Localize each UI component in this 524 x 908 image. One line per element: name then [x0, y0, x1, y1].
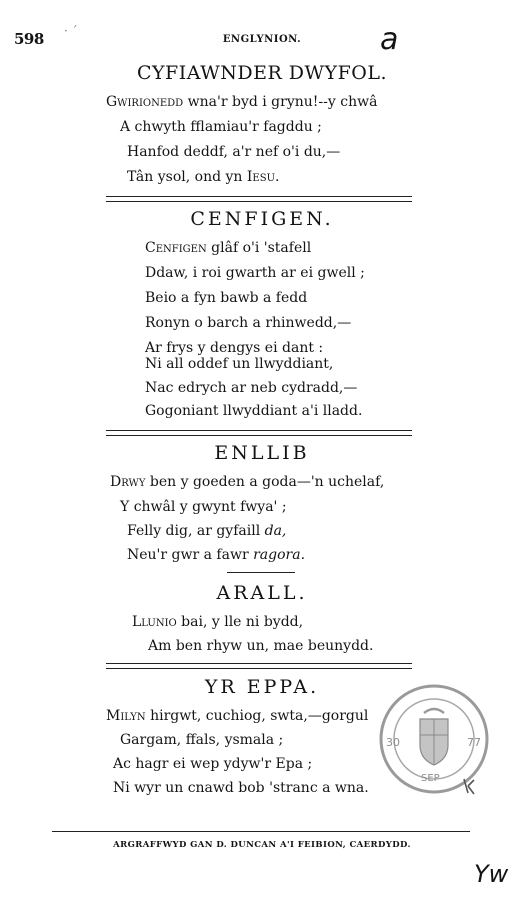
section-divider: [106, 196, 412, 202]
line-initial-word: Milyn: [106, 708, 146, 724]
section-title-cenfigen: CENFIGEN.: [190, 208, 334, 230]
poem-line: Drwy ben y goeden a goda—'n uchelaf,: [110, 474, 385, 490]
poem-line: Ni wyr un cnawd bob 'stranc a wna.: [113, 780, 369, 796]
poem-line: Ar frys y dengys ei dant :: [145, 340, 324, 356]
handwritten-note: Yw: [474, 860, 509, 888]
library-stamp: [378, 683, 490, 795]
running-head: ENGLYNION.: [222, 34, 302, 45]
poem-line: Gogoniant llwyddiant a'i lladd.: [145, 403, 363, 419]
poem-line: Am ben rhyw un, mae beunydd.: [148, 638, 374, 654]
stamp-month: SEP: [421, 773, 440, 784]
poem-line: Ddaw, i roi gwarth ar ei gwell ;: [145, 265, 365, 281]
poem-line: Nac edrych ar neb cydradd,—: [145, 380, 358, 396]
section-title-enllib: ENLLIB: [214, 442, 310, 464]
poem-line: Ronyn o barch a rhinwedd,—: [145, 315, 352, 331]
line-initial-word: Gwirionedd: [106, 94, 184, 110]
poem-line: A chwyth fflamiau'r fagddu ;: [120, 119, 322, 135]
printer-imprint: ARGRAFFWYD GAN D. DUNCAN A'I FEIBION, CAERDYDD.: [113, 840, 411, 850]
page-number: 598: [14, 30, 44, 48]
section-divider: [106, 663, 412, 669]
poem-line: Milyn hirgwt, cuchiog, swta,—gorgul: [106, 708, 369, 724]
section-title-cyfiawnder: CYFIAWNDER DWYFOL.: [136, 62, 388, 84]
handwritten-mark: a: [380, 22, 399, 57]
poem-line: Ni all oddef un llwyddiant,: [145, 356, 334, 372]
stamp-day: 30: [386, 736, 400, 749]
poem-line: Gwirionedd wna'r byd i grynu!--y chwâ: [106, 94, 378, 110]
poem-line: Beio a fyn bawb a fedd: [145, 290, 308, 306]
poem-line: Ac hagr ei wep ydyw'r Epa ;: [113, 756, 313, 772]
poem-line: Llunio bai, y lle ni bydd,: [132, 614, 304, 630]
poem-line: Felly dig, ar gyfaill da,: [127, 523, 287, 539]
line-initial-word: Drwy: [110, 474, 146, 490]
short-divider: [227, 572, 295, 573]
poem-line: Tân ysol, ond yn Iesu.: [127, 169, 280, 185]
stamp-year: 77: [467, 736, 481, 749]
section-title-yr-eppa: YR EPPA.: [204, 676, 320, 698]
line-initial-word: Cenfigen: [145, 240, 207, 256]
poem-line: Y chwâl y gwynt fwya' ;: [120, 499, 287, 515]
poem-line: Neu'r gwr a fawr ragora.: [127, 547, 306, 563]
poem-line: Cenfigen glâf o'i 'stafell: [145, 240, 312, 256]
poem-line: Hanfod deddf, a'r nef o'i du,—: [127, 144, 341, 160]
poem-line: Gargam, ffals, ysmala ;: [120, 732, 284, 748]
section-title-arall: ARALL.: [216, 582, 308, 604]
line-initial-word: Llunio: [132, 614, 177, 630]
ink-speck: · ´: [64, 24, 78, 38]
footer-rule: [52, 831, 470, 832]
section-divider: [106, 430, 412, 436]
